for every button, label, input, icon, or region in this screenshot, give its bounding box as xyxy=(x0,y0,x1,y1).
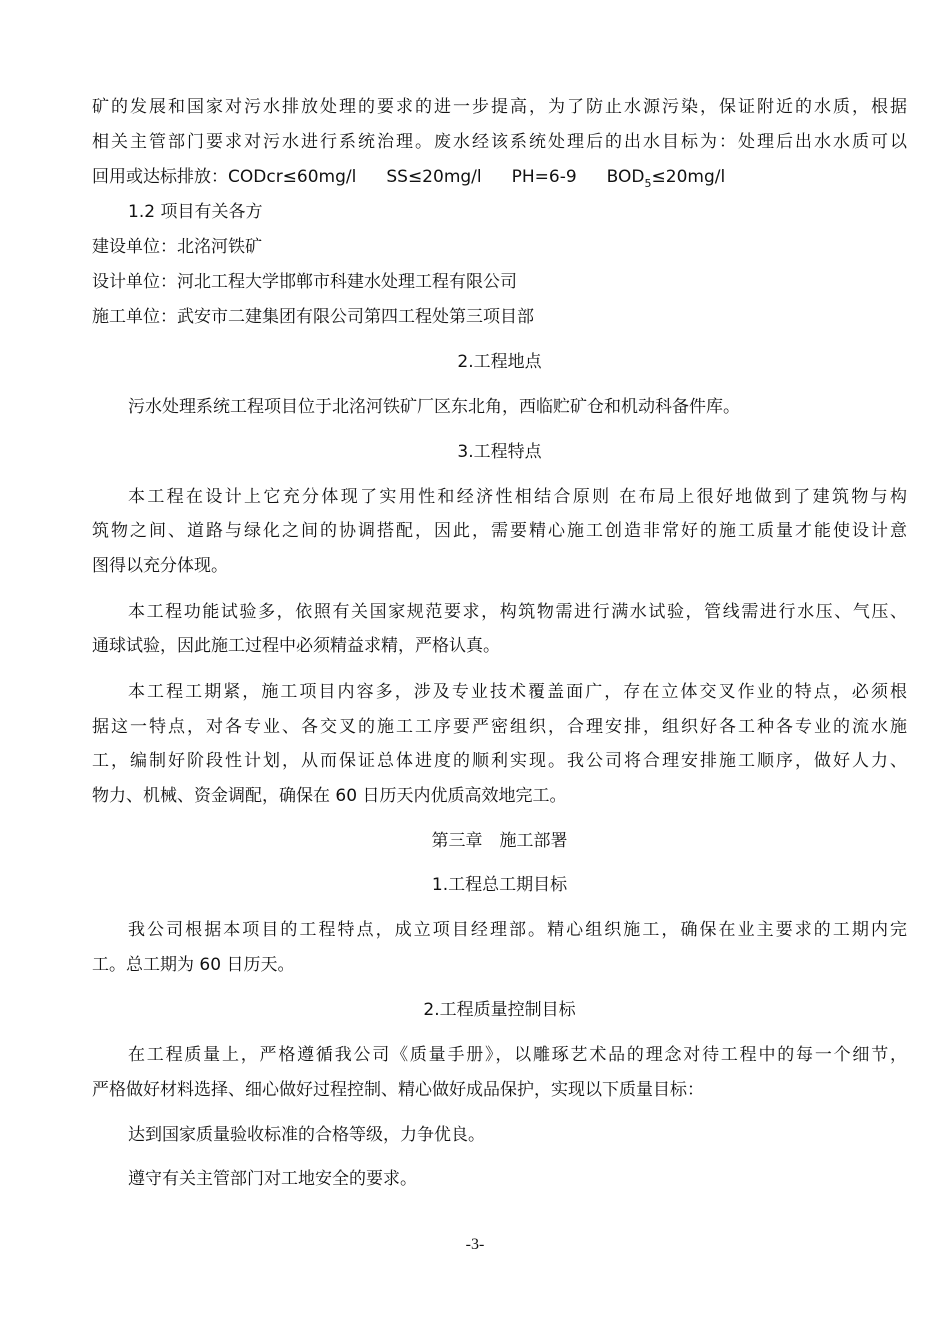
feature-3-line-4: 物力、机械、资金调配，确保在 60 日历天内优质高效地完工。 xyxy=(92,786,567,806)
feature-2-line-1: 本工程功能试验多，依照有关国家规范要求，构筑物需进行满水试验，管线需进行水压、气压、 xyxy=(128,602,907,622)
heading-project-location: 2.工程地点 xyxy=(457,352,542,372)
paragraph-intro-line-3 xyxy=(92,162,907,192)
ss-limit: SS≤20mg/l xyxy=(386,167,482,187)
chapter-title: 第三章 施工部署 xyxy=(431,831,568,851)
ph-limit: PH=6-9 xyxy=(511,167,577,187)
section-heading-1-2: 1.2 项目有关各方 xyxy=(128,202,263,222)
construction-unit: 施工单位：武安市二建集团有限公司第四工程处第三项目部 xyxy=(92,307,534,327)
page-number: -3- xyxy=(465,1236,485,1253)
quality-line-2: 严格做好材料选择、细心做好过程控制、精心做好成品保护，实现以下质量目标： xyxy=(92,1080,704,1100)
period-line-1: 我公司根据本项目的工程特点，成立项目经理部。精心组织施工，确保在业主要求的工期内完 xyxy=(128,920,907,940)
paragraph-intro-line-1: 矿的发展和国家对污水排放处理的要求的进一步提高，为了防止水源污染，保证附近的水质，根据 xyxy=(92,97,907,117)
bod-label: BOD xyxy=(606,167,645,187)
cod-limit: CODcr≤60mg/l xyxy=(228,167,357,187)
feature-3-line-3: 工，编制好阶段性计划，从而保证总体进度的顺利实现。我公司将合理安排施工顺序，做好人力、 xyxy=(92,751,907,771)
discharge-prefix: 回用或达标排放： xyxy=(92,167,228,187)
build-unit: 建设单位：北洺河铁矿 xyxy=(92,237,262,257)
design-unit: 设计单位：河北工程大学邯郸市科建水处理工程有限公司 xyxy=(92,272,517,292)
bod-limit: ≤20mg/l xyxy=(651,167,726,187)
period-line-2: 工。总工期为 60 日历天。 xyxy=(92,955,295,975)
feature-1-line-2: 筑物之间、道路与绿化之间的协调搭配，因此，需要精心施工创造非常好的施工质量才能使设计意 xyxy=(92,521,907,541)
heading-total-period: 1.工程总工期目标 xyxy=(431,875,568,895)
bod-subscript: 5 xyxy=(644,177,652,190)
feature-3-line-1: 本工程工期紧，施工项目内容多，涉及专业技术覆盖面广，存在立体交叉作业的特点，必须根 xyxy=(128,682,907,702)
quality-goal-1: 达到国家质量验收标准的合格等级，力争优良。 xyxy=(128,1125,485,1145)
paragraph-intro-line-2: 相关主管部门要求对污水进行系统治理。废水经该系统处理后的出水目标为：处理后出水水质可以 xyxy=(92,132,907,152)
feature-1-line-3: 图得以充分体现。 xyxy=(92,556,228,576)
quality-goal-2: 遵守有关主管部门对工地安全的要求。 xyxy=(128,1169,417,1189)
feature-2-line-2: 通球试验，因此施工过程中必须精益求精，严格认真。 xyxy=(92,636,500,656)
feature-1-line-1: 本工程在设计上它充分体现了实用性和经济性相结合原则 在布局上很好地做到了建筑物与构 xyxy=(128,487,907,507)
quality-line-1: 在工程质量上，严格遵循我公司《质量手册》，以雕琢艺术品的理念对待工程中的每一个细节， xyxy=(128,1045,907,1065)
feature-3-line-2: 据这一特点，对各专业、各交叉的施工工序要严密组织，合理安排，组织好各工种各专业的流水施 xyxy=(92,717,907,737)
heading-quality-target: 2.工程质量控制目标 xyxy=(423,1000,576,1020)
heading-project-features: 3.工程特点 xyxy=(457,442,542,462)
location-text: 污水处理系统工程项目位于北洺河铁矿厂区东北角，西临贮矿仓和机动科备件库。 xyxy=(128,397,740,417)
